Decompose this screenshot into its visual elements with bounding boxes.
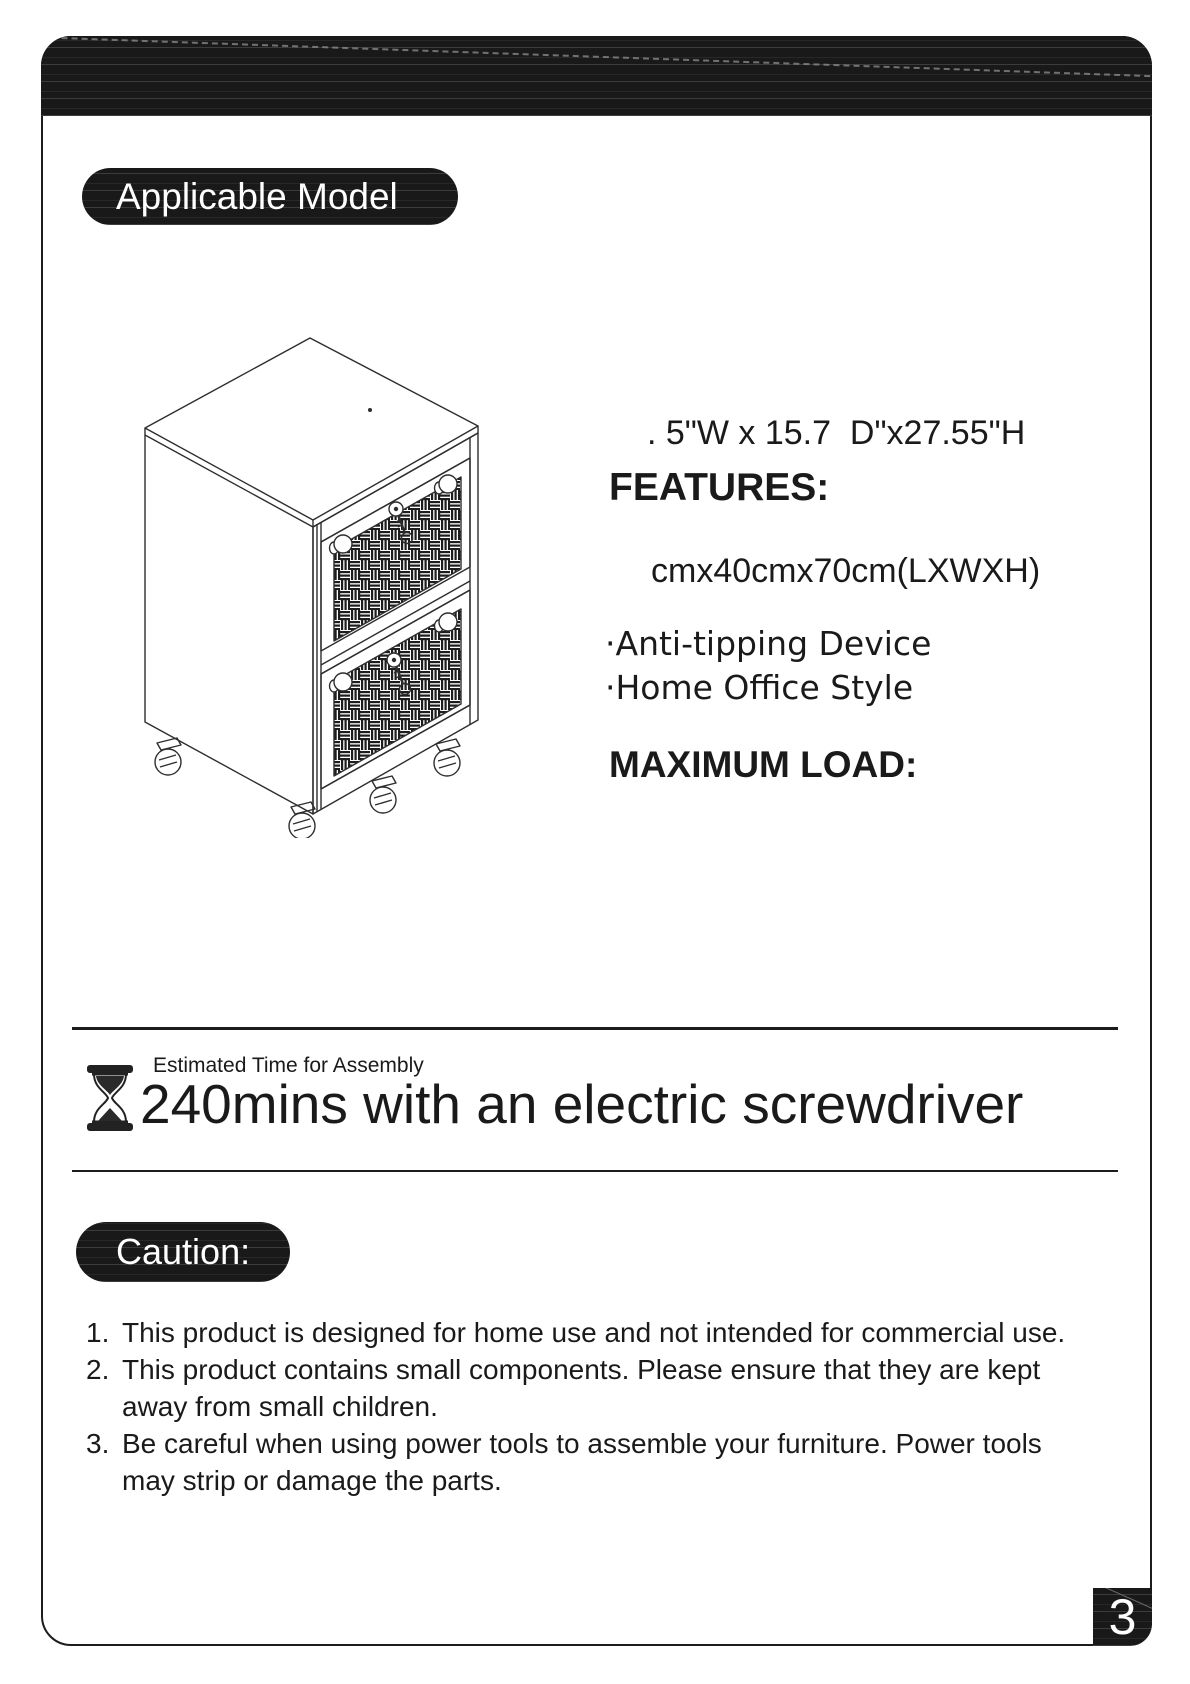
applicable-model-pill (82, 168, 458, 225)
caution-item-number: 2. (86, 1354, 110, 1385)
caution-item-number: 1. (86, 1317, 110, 1348)
divider-top (72, 1027, 1118, 1030)
caster-rear-left (155, 738, 181, 775)
dimensions-line-2: cmx40cmx70cm(LXWXH) (651, 552, 1041, 590)
hourglass-icon (84, 1064, 136, 1132)
caution-item-line: This product is designed for home use and not intended for commercial use. (122, 1317, 1066, 1348)
caution-list (86, 1314, 1116, 1499)
caution-item (86, 1314, 1116, 1351)
cabinet-illustration (130, 310, 482, 838)
page-number-box (1093, 1588, 1152, 1646)
assembly-time-label: Estimated Time for Assembly (153, 1054, 424, 1077)
maximum-load-heading: MAXIMUM LOAD: (609, 744, 918, 785)
features-list (605, 622, 931, 710)
caution-item-line: away from small children. (122, 1391, 438, 1422)
applicable-model-label: Applicable Model (116, 176, 398, 217)
caution-item-line: may strip or damage the parts. (122, 1465, 502, 1496)
caution-item-line: Be careful when using power tools to assemble your furniture. Power tools (122, 1428, 1042, 1459)
caster-front-right (434, 739, 460, 776)
caution-label: Caution: (116, 1231, 251, 1272)
assembly-time-value: 240mins with an electric screwdriver (140, 1073, 1024, 1135)
caution-item-line: This product contains small components. Please ensure that they are kept (122, 1354, 1041, 1385)
caution-item-number: 3. (86, 1428, 110, 1459)
dimensions-line-1: . 5"W x 15.7 D"x27.55"H (647, 414, 1026, 452)
caution-item (86, 1425, 1116, 1499)
divider-bottom (72, 1170, 1118, 1172)
caution-pill (76, 1222, 290, 1282)
header-bar-dashed-line (41, 36, 1152, 83)
header-bar (41, 36, 1152, 116)
cabinet-top-face (145, 338, 478, 520)
caution-item (86, 1351, 1116, 1425)
feature-item: ·Anti-tipping Device (605, 624, 932, 663)
feature-item: ·Home Office Style (605, 668, 914, 707)
caster-front-middle (370, 776, 396, 813)
page-number: 3 (1108, 1589, 1137, 1645)
features-heading: FEATURES: (609, 466, 830, 509)
